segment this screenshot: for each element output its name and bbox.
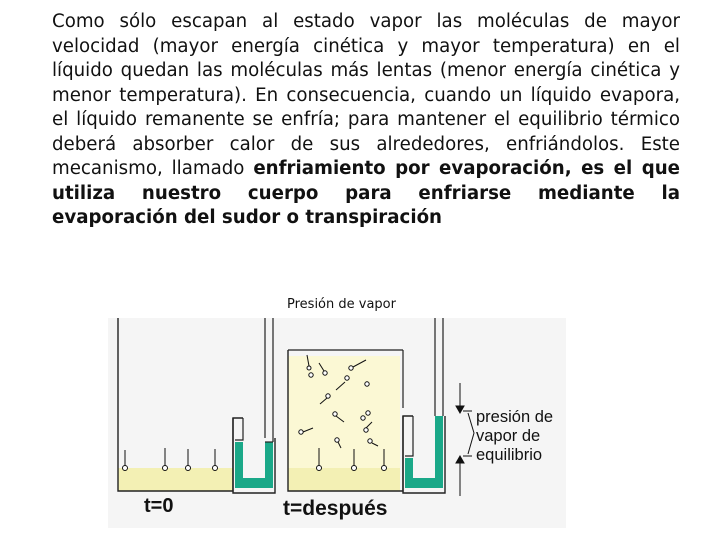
- diagram-caption: Presión de vapor: [287, 297, 396, 312]
- vapor-after: [288, 356, 400, 468]
- label-t0: t=0: [144, 495, 174, 517]
- manometer-after-right-column: [435, 416, 443, 488]
- container-after: [288, 350, 413, 491]
- paragraph-bold-term: enfriamiento por evaporación: [253, 158, 565, 179]
- paragraph-text: Como sólo escapan al estado vapor las moléculas de mayor velocidad (mayor energía cinética y mayor temperatura) en el líquido quedan las moléculas más lentas (menor energía cinética y menor temperatura). En consecuencia, cuando un líquido evapora, el líquido remanente se enfría; para mantener el equilibrio térmico deberá absorber calor de sus alrededores, enfriándolos. Este mecanismo, llamado: [52, 11, 680, 179]
- liquid-after: [288, 468, 400, 491]
- equilibrium-label-line1: presión de: [476, 408, 554, 426]
- explanation-paragraph: [52, 10, 680, 231]
- liquid-t0: [118, 468, 233, 491]
- equilibrium-label: [476, 408, 553, 465]
- paragraph-bold-rest: , es el que utiliza nuestro cuerpo para enfriarse mediante la evaporación del sudor o transpiración: [52, 158, 681, 228]
- equilibrium-label-line2: vapor de: [476, 427, 541, 445]
- label-after: t=después: [283, 497, 388, 520]
- manometer-t0-right-column: [265, 442, 273, 487]
- equilibrium-label-line3: equilibrio: [476, 446, 543, 464]
